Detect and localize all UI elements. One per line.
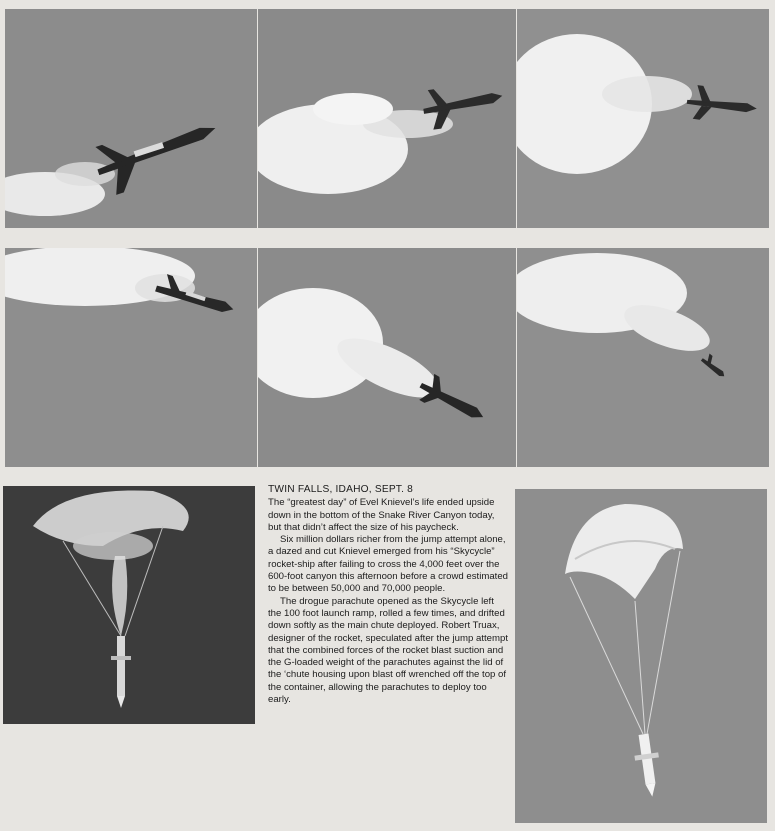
photo-rocket-tumble-3 — [517, 248, 769, 467]
photo-rocket-launch-2 — [258, 9, 516, 228]
article-body — [268, 484, 508, 706]
photo-rocket-tumble-2 — [258, 248, 516, 467]
photo-rocket-tumble-1 — [5, 248, 257, 467]
article-paragraph-3: The drogue parachute opened as the Skycycle left the 100 foot launch ramp, rolled a few times, and drifted down softly as the main chute deployed. Robert Truax, designer of the rocket, speculated after the jump attempt that the combined forces of the rocket blast suction and the G-loaded weight of the parachutes against the lid of the ‘chute housing upon blast off wrenched off the top of the container, allowing the parachutes to deploy too early. — [268, 595, 508, 706]
article-paragraph-2: Six million dollars richer from the jump attempt alone, a dazed and cut Knievel emerged from his “Skycycle” rocket-ship after failing to cross the 4,000 feet over the 600-foot canyon this afternoon before a crowd estimated to be between 50,000 and 70,000 people. — [268, 534, 508, 595]
photo-rocket-launch-3 — [517, 9, 769, 228]
photo-parachute-descent — [3, 486, 255, 724]
article-paragraph-1: The “greatest day” of Evel Knievel’s life ended upside down in the bottom of the Snake River Canyon today, but that didn’t affect the size of his paycheck. — [268, 497, 495, 533]
photo-rocket-launch-1 — [5, 9, 257, 228]
photo-parachute-landing — [515, 489, 767, 823]
article-dateline: TWIN FALLS, IDAHO, SEPT. 8 — [268, 484, 414, 495]
